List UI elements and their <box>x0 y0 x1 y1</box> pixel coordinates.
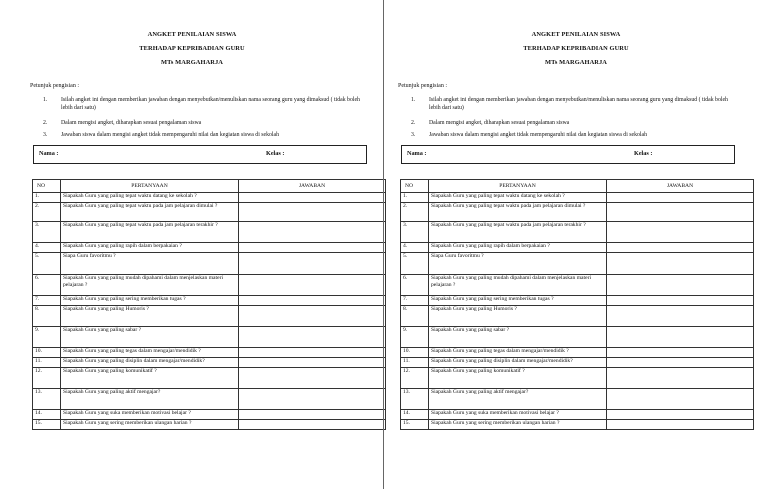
row-number: 3. <box>401 222 429 243</box>
row-answer-cell[interactable] <box>607 327 754 348</box>
row-number: 6. <box>33 275 61 296</box>
table-row <box>401 203 754 222</box>
row-answer-cell[interactable] <box>239 348 386 358</box>
questions-table <box>32 179 386 430</box>
row-answer-cell[interactable] <box>239 222 386 243</box>
row-answer-cell[interactable] <box>607 420 754 430</box>
row-number: 5. <box>401 253 429 275</box>
table-row <box>33 243 386 253</box>
table-row <box>401 420 754 430</box>
row-number: 15. <box>401 420 429 430</box>
row-answer-cell[interactable] <box>239 368 386 389</box>
table-row <box>33 253 386 275</box>
row-number: 13. <box>401 389 429 410</box>
table-row <box>33 222 386 243</box>
table-row <box>401 243 754 253</box>
name-class-box[interactable] <box>401 145 735 164</box>
header-answer: JAWABAN <box>239 180 386 193</box>
table-row <box>33 306 386 327</box>
row-question: Siapakah Guru yang sering memberikan ulangan harian ? <box>429 420 607 430</box>
table-row <box>33 275 386 296</box>
row-answer-cell[interactable] <box>607 306 754 327</box>
row-number: 14. <box>33 410 61 420</box>
row-number: 7. <box>33 296 61 306</box>
instruction-text: Dalam mengisi angket, diharapkan sesuai pengalaman siswa <box>61 120 202 126</box>
table-row <box>33 203 386 222</box>
row-number: 11. <box>401 358 429 368</box>
row-answer-cell[interactable] <box>239 420 386 430</box>
name-label: Nama : <box>407 150 427 157</box>
row-answer-cell[interactable] <box>607 358 754 368</box>
table-row <box>33 193 386 203</box>
header-no: NO <box>33 180 61 193</box>
table-row <box>401 296 754 306</box>
instructions-label: Petunjuk pengisian : <box>30 83 79 89</box>
header-question: PERTANYAAN <box>429 180 607 193</box>
row-question: Siapakah Guru yang paling tepat waktu datang ke sekolah ? <box>61 193 239 203</box>
row-question: Siapakah Guru yang paling mudah dipahami dalam menjelaskan materi pelajaran ? <box>61 275 239 296</box>
row-question: Siapakah Guru yang paling tepat waktu pada jam pelajaran dimulai ? <box>61 203 239 222</box>
table-row <box>401 368 754 389</box>
row-answer-cell[interactable] <box>239 243 386 253</box>
instruction-text: Dalam mengisi angket, diharapkan sesuai pengalaman siswa <box>429 120 570 126</box>
table-row <box>401 327 754 348</box>
instruction-number: 2. <box>43 120 48 126</box>
table-row <box>401 348 754 358</box>
row-question: Siapakah Guru yang sering memberikan ulangan harian ? <box>61 420 239 430</box>
row-question: Siapakah Guru yang paling tegas dalam mengajar/mendidik ? <box>429 348 607 358</box>
row-question: Siapakah Guru yang paling komunikatif ? <box>61 368 239 389</box>
name-label: Nama : <box>39 150 59 157</box>
row-answer-cell[interactable] <box>607 389 754 410</box>
row-answer-cell[interactable] <box>239 358 386 368</box>
table-row <box>401 306 754 327</box>
instruction-item <box>43 131 368 139</box>
row-question: Siapakah Guru yang paling tegas dalam mengajar/mendidik ? <box>61 348 239 358</box>
row-answer-cell[interactable] <box>607 203 754 222</box>
row-answer-cell[interactable] <box>239 296 386 306</box>
row-answer-cell[interactable] <box>239 193 386 203</box>
instruction-number: 3. <box>43 132 48 138</box>
header-no: NO <box>401 180 429 193</box>
table-row <box>33 410 386 420</box>
doc-subtitle: TERHADAP KEPRIBADIAN GURU <box>523 45 629 52</box>
row-question: Siapakah Guru yang paling Humoris ? <box>429 306 607 327</box>
instruction-number: 1. <box>411 97 416 103</box>
table-row <box>401 193 754 203</box>
row-question: Siapakah Guru yang paling sering memberikan tugas ? <box>429 296 607 306</box>
row-answer-cell[interactable] <box>607 348 754 358</box>
row-answer-cell[interactable] <box>607 410 754 420</box>
row-answer-cell[interactable] <box>239 306 386 327</box>
row-question: Siapakah Guru yang paling tepat waktu pada jam pelajaran dimulai ? <box>429 203 607 222</box>
row-answer-cell[interactable] <box>607 253 754 275</box>
row-question: Siapa Guru favoritmu ? <box>61 253 239 275</box>
row-question: Siapakah Guru yang paling tepat waktu pada jam pelajaran terakhir ? <box>61 222 239 243</box>
row-number: 9. <box>401 327 429 348</box>
table-row <box>401 275 754 296</box>
row-answer-cell[interactable] <box>239 275 386 296</box>
row-question: Siapakah Guru yang paling sabar ? <box>61 327 239 348</box>
instruction-number: 1. <box>43 97 48 103</box>
table-row <box>33 358 386 368</box>
table-row <box>33 420 386 430</box>
table-header-row <box>401 180 754 193</box>
instruction-text: Isilah angket ini dengan memberikan jawaban dengan menyebutkan/menuliskan nama seorang guru yang dimaksud ( tidak boleh lebih dari satu) <box>61 97 360 111</box>
instruction-text: Isilah angket ini dengan memberikan jawaban dengan menyebutkan/menuliskan nama seorang guru yang dimaksud ( tidak boleh lebih dari satu) <box>429 97 728 111</box>
row-number: 10. <box>33 348 61 358</box>
row-question: Siapakah Guru yang paling aktif mengajar? <box>61 389 239 410</box>
row-number: 7. <box>401 296 429 306</box>
table-row <box>33 368 386 389</box>
row-answer-cell[interactable] <box>239 203 386 222</box>
table-row <box>401 253 754 275</box>
row-question: Siapakah Guru yang paling mudah dipahami dalam menjelaskan materi pelajaran ? <box>429 275 607 296</box>
row-number: 1. <box>401 193 429 203</box>
row-question: Siapakah Guru yang suka memberikan motivasi belajar ? <box>429 410 607 420</box>
row-number: 2. <box>401 203 429 222</box>
doc-title: ANGKET PENILAIAN SISWA <box>531 31 621 38</box>
instruction-item <box>411 131 736 139</box>
row-question: Siapakah Guru yang paling rapih dalam berpakaian ? <box>429 243 607 253</box>
row-number: 12. <box>401 368 429 389</box>
table-header-row <box>33 180 386 193</box>
row-answer-cell[interactable] <box>607 368 754 389</box>
table-row <box>401 389 754 410</box>
school-name: MTs MARGAHARJA <box>160 59 224 66</box>
doc-subtitle: TERHADAP KEPRIBADIAN GURU <box>139 45 245 52</box>
table-row <box>33 327 386 348</box>
row-number: 8. <box>33 306 61 327</box>
row-number: 1. <box>33 193 61 203</box>
table-row <box>33 348 386 358</box>
instruction-text: Jawaban siswa dalam mengisi angket tidak mempengaruhi nilai dan kegiatan siswa di sekolah <box>61 132 279 138</box>
row-number: 5. <box>33 253 61 275</box>
row-number: 4. <box>401 243 429 253</box>
row-number: 2. <box>33 203 61 222</box>
header-question: PERTANYAAN <box>61 180 239 193</box>
row-question: Siapakah Guru yang paling aktif mengajar? <box>429 389 607 410</box>
instruction-item <box>43 96 368 112</box>
instruction-number: 3. <box>411 132 416 138</box>
instruction-item <box>43 119 368 127</box>
row-answer-cell[interactable] <box>607 243 754 253</box>
questions-table <box>400 179 754 430</box>
class-label: Kelas : <box>266 150 285 157</box>
row-question: Siapakah Guru yang paling tepat waktu pada jam pelajaran terakhir ? <box>429 222 607 243</box>
class-label: Kelas : <box>634 150 653 157</box>
row-number: 3. <box>33 222 61 243</box>
row-number: 10. <box>401 348 429 358</box>
row-answer-cell[interactable] <box>239 410 386 420</box>
row-question: Siapakah Guru yang paling disiplin dalam mengajar/mendidik? <box>429 358 607 368</box>
row-answer-cell[interactable] <box>239 327 386 348</box>
instructions-label: Petunjuk pengisian : <box>398 83 447 89</box>
row-number: 15. <box>33 420 61 430</box>
row-number: 9. <box>33 327 61 348</box>
row-answer-cell[interactable] <box>607 296 754 306</box>
row-number: 14. <box>401 410 429 420</box>
table-row <box>401 358 754 368</box>
row-question: Siapakah Guru yang paling komunikatif ? <box>429 368 607 389</box>
instruction-item <box>411 96 736 112</box>
row-answer-cell[interactable] <box>239 253 386 275</box>
table-row <box>401 410 754 420</box>
row-number: 11. <box>33 358 61 368</box>
row-number: 13. <box>33 389 61 410</box>
row-question: Siapakah Guru yang paling sabar ? <box>429 327 607 348</box>
table-row <box>33 389 386 410</box>
row-number: 8. <box>401 306 429 327</box>
instruction-number: 2. <box>411 120 416 126</box>
school-name: MTs MARGAHARJA <box>544 59 608 66</box>
instruction-text: Jawaban siswa dalam mengisi angket tidak mempengaruhi nilai dan kegiatan siswa di sekolah <box>429 132 647 138</box>
row-answer-cell[interactable] <box>239 389 386 410</box>
row-answer-cell[interactable] <box>607 275 754 296</box>
doc-title: ANGKET PENILAIAN SISWA <box>147 31 237 38</box>
row-question: Siapakah Guru yang paling tepat waktu datang ke sekolah ? <box>429 193 607 203</box>
questionnaire-page-right <box>384 0 768 489</box>
row-question: Siapakah Guru yang paling sering memberikan tugas ? <box>61 296 239 306</box>
row-question: Siapakah Guru yang paling Humoris ? <box>61 306 239 327</box>
header-answer: JAWABAN <box>607 180 754 193</box>
row-question: Siapa Guru favoritmu ? <box>429 253 607 275</box>
row-question: Siapakah Guru yang suka memberikan motivasi belajar ? <box>61 410 239 420</box>
table-row <box>33 296 386 306</box>
name-class-box[interactable] <box>33 145 367 164</box>
row-number: 4. <box>33 243 61 253</box>
row-question: Siapakah Guru yang paling rapih dalam berpakaian ? <box>61 243 239 253</box>
table-row <box>401 222 754 243</box>
row-number: 6. <box>401 275 429 296</box>
instruction-item <box>411 119 736 127</box>
row-question: Siapakah Guru yang paling disiplin dalam mengajar/mendidik? <box>61 358 239 368</box>
row-number: 12. <box>33 368 61 389</box>
row-answer-cell[interactable] <box>607 193 754 203</box>
row-answer-cell[interactable] <box>607 222 754 243</box>
